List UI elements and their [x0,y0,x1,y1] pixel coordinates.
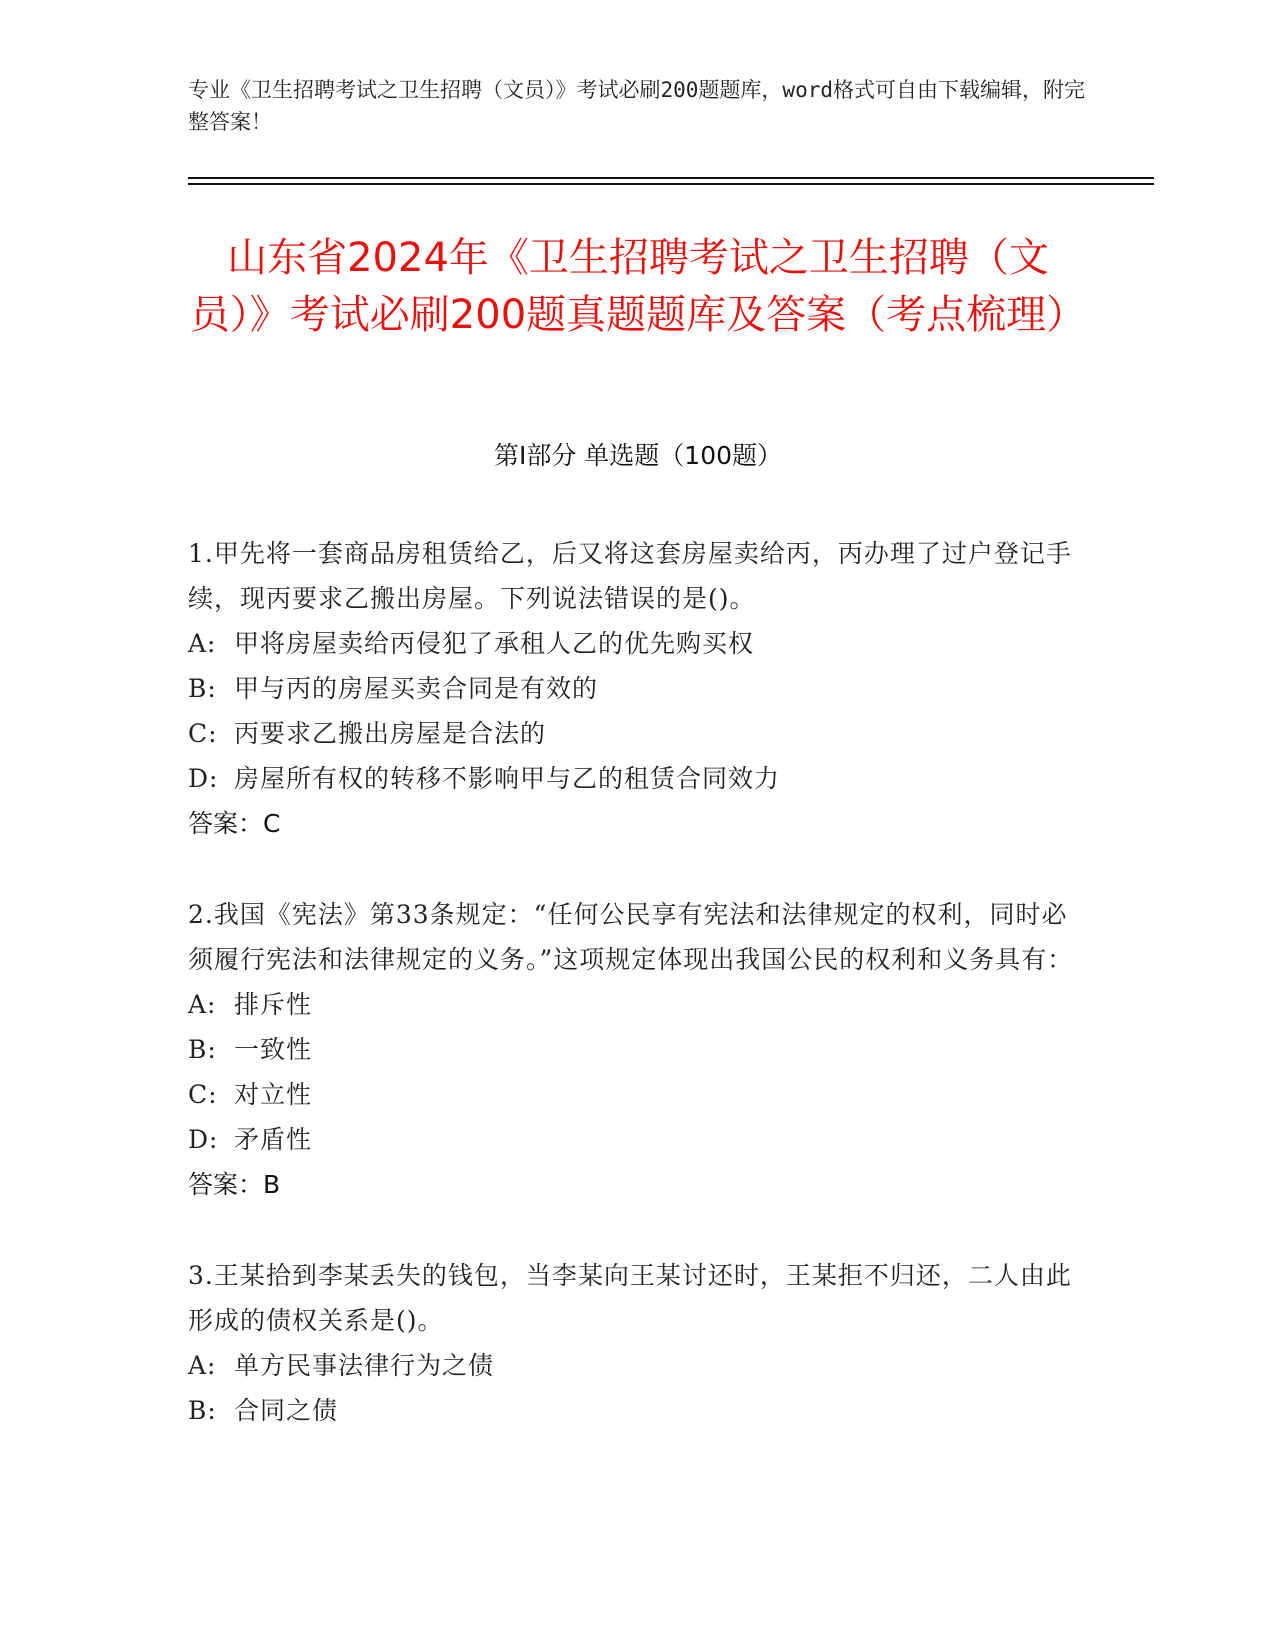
option-key: B: [188,1035,217,1064]
question-stem: 1.甲先将一套商品房租赁给乙，后又将这套房屋卖给丙，丙办理了过户登记手续，现丙要求乙搬出房屋。下列说法错误的是()。 [188,539,1072,613]
question-2 [188,892,1088,1207]
option-text: 甲与丙的房屋买卖合同是有效的 [234,674,599,703]
section-heading: 第Ⅰ部分 单选题（100题） [493,441,783,470]
option-d [188,756,1088,801]
question-stem: 2.我国《宪法》第33条规定：“任何公民享有宪法和法律规定的权利，同时必须履行宪法和法律规定的义务。”这项规定体现出我国公民的权利和义务具有： [188,900,1074,974]
option-key: C: [188,1080,218,1109]
option-text: 对立性 [234,1080,313,1109]
header-note: 专业《卫生招聘考试之卫生招聘（文员）》考试必刷200题题库，word格式可自由下载编辑，附完整答案！ [188,78,1085,134]
option-key: A: [188,990,217,1019]
document-title: 山东省2024年《卫生招聘考试之卫生招聘（文员）》考试必刷200题真题题库及答案（考点梳理） [189,235,1087,338]
option-text: 房屋所有权的转移不影响甲与乙的租赁合同效力 [234,764,781,793]
option-key: B: [188,1396,217,1425]
header-divider-top [188,177,1154,179]
option-text: 甲将房屋卖给丙侵犯了承租人乙的优先购买权 [234,629,755,658]
option-key: A: [188,629,217,658]
option-key: C: [188,719,218,748]
option-d [188,1117,1088,1162]
question-1 [188,531,1088,846]
option-key: D: [188,764,219,793]
answer-label: 答案： [188,1170,264,1199]
option-text: 合同之债 [234,1396,339,1425]
option-c [188,711,1088,756]
option-text: 排斥性 [234,990,313,1019]
answer-line [188,801,1088,846]
option-a [188,982,1088,1027]
option-key: D: [188,1125,219,1154]
answer-line [188,1162,1088,1207]
option-key: A: [188,1351,217,1380]
option-text: 丙要求乙搬出房屋是合法的 [234,719,547,748]
answer-label: 答案： [188,809,264,838]
option-text: 矛盾性 [234,1125,313,1154]
question-list [188,531,1088,1479]
header-divider-bottom [188,183,1154,185]
option-b [188,1388,1088,1433]
answer-value: B [263,1170,281,1199]
option-a [188,621,1088,666]
option-b [188,666,1088,711]
question-3 [188,1253,1088,1433]
answer-value: C [263,809,281,838]
option-c [188,1072,1088,1117]
option-text: 一致性 [234,1035,313,1064]
option-b [188,1027,1088,1072]
question-stem: 3.王某拾到李某丢失的钱包，当李某向王某讨还时，王某拒不归还，二人由此形成的债权关系是()。 [188,1261,1072,1335]
option-text: 单方民事法律行为之债 [234,1351,495,1380]
option-a [188,1343,1088,1388]
option-key: B: [188,674,217,703]
